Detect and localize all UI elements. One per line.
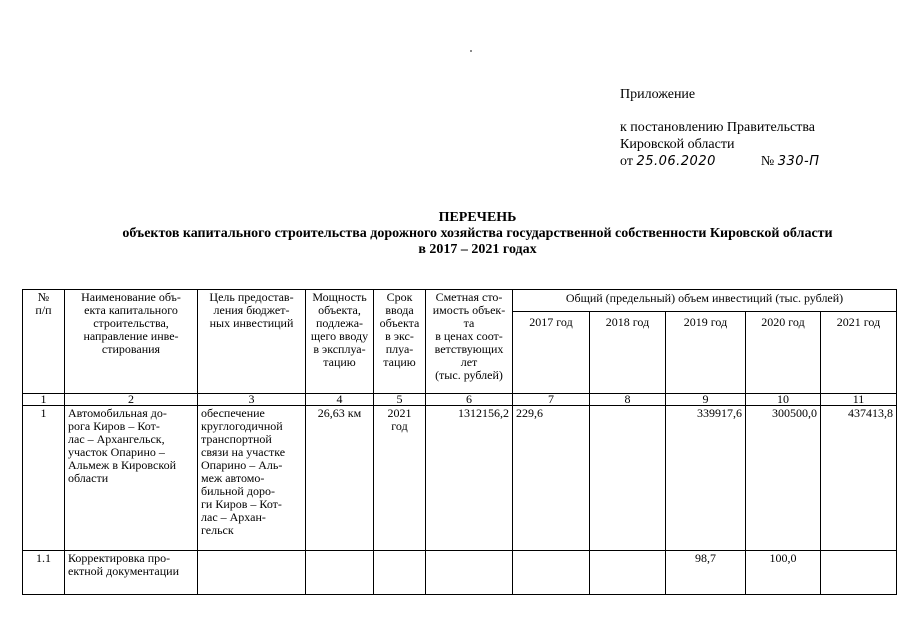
- handwritten-date: 25.06.2020: [636, 154, 716, 169]
- table-row: [23, 551, 897, 595]
- header-year-2018: 2018 год: [590, 312, 666, 394]
- row-num: 1: [23, 406, 65, 551]
- row-2019: 339917,6: [666, 406, 746, 551]
- column-number: 1: [23, 394, 65, 406]
- column-number: 2: [65, 394, 198, 406]
- row-2020: 100,0: [746, 551, 821, 595]
- header-name: Наименование объ- екта капитального строительства, направление инве- стирования: [65, 290, 198, 394]
- column-number: 10: [746, 394, 821, 406]
- number-prefix: №: [760, 154, 775, 169]
- header-investment: Общий (предельный) объем инвестиций (тыс. рублей): [513, 290, 897, 312]
- appendix-block: [620, 86, 820, 170]
- row-2021: 437413,8: [821, 406, 897, 551]
- header-capacity: Мощность объекта, подлежа- щего вводу в эксплуа- тацию: [306, 290, 374, 394]
- appendix-date-line: [620, 153, 820, 170]
- header-goal: Цель предостав- ления бюджет- ных инвестиций: [198, 290, 306, 394]
- row-name: Автомобильная до- рога Киров – Кот- лас – Архангельск, участок Опарино – Альмеж в Кировской области: [65, 406, 198, 551]
- row-cost: 1312156,2: [426, 406, 513, 551]
- heading-line-2: в 2017 – 2021 годах: [418, 242, 537, 257]
- appendix-line-2: Кировской области: [620, 137, 735, 152]
- column-number: 5: [374, 394, 426, 406]
- row-goal: [198, 551, 306, 595]
- header-year-2021: 2021 год: [821, 312, 897, 394]
- scan-speck: [470, 50, 472, 52]
- header-year-2017: 2017 год: [513, 312, 590, 394]
- column-number: 9: [666, 394, 746, 406]
- heading-title: ПЕРЕЧЕНЬ: [438, 210, 517, 225]
- column-number-row: [23, 394, 897, 406]
- table-row: [23, 406, 897, 551]
- document-heading: [60, 210, 895, 258]
- row-goal: обеспечение круглогодичной транспортной связи на участке Опарино – Аль- меж автомо- бильной доро- ги Киров – Кот- лас – Архан- гельск: [198, 406, 306, 551]
- row-capacity: [306, 551, 374, 595]
- objects-table: [22, 289, 897, 595]
- row-cost: [426, 551, 513, 595]
- header-year-2019: 2019 год: [666, 312, 746, 394]
- row-2019: 98,7: [666, 551, 746, 595]
- appendix-line-1: к постановлению Правительства: [620, 120, 816, 135]
- row-capacity: 26,63 км: [306, 406, 374, 551]
- row-term: 2021 год: [374, 406, 426, 551]
- column-number: 11: [821, 394, 897, 406]
- column-number: 7: [513, 394, 590, 406]
- column-number: 4: [306, 394, 374, 406]
- header-year-2020: 2020 год: [746, 312, 821, 394]
- handwritten-number: 330-П: [777, 154, 820, 169]
- date-prefix: от: [620, 154, 633, 169]
- row-2017: 229,6: [513, 406, 590, 551]
- column-number: 8: [590, 394, 666, 406]
- row-2018: [590, 551, 666, 595]
- row-name: Корректировка про- ектной документации: [65, 551, 198, 595]
- row-2017: [513, 551, 590, 595]
- header-term: Срок ввода объекта в экс- плуа- тацию: [374, 290, 426, 394]
- column-number: 6: [426, 394, 513, 406]
- row-2021: [821, 551, 897, 595]
- heading-line-1: объектов капитального строительства дорожного хозяйства государственной собственности Кировской области: [122, 226, 833, 241]
- header-num: № п/п: [23, 290, 65, 394]
- column-number: 3: [198, 394, 306, 406]
- row-num: 1.1: [23, 551, 65, 595]
- header-cost: Сметная сто- имость объек- та в ценах соот- ветствующих лет (тыс. рублей): [426, 290, 513, 394]
- appendix-title: Приложение: [620, 87, 696, 102]
- row-term: [374, 551, 426, 595]
- row-2020: 300500,0: [746, 406, 821, 551]
- header-row: [23, 290, 897, 312]
- row-2018: [590, 406, 666, 551]
